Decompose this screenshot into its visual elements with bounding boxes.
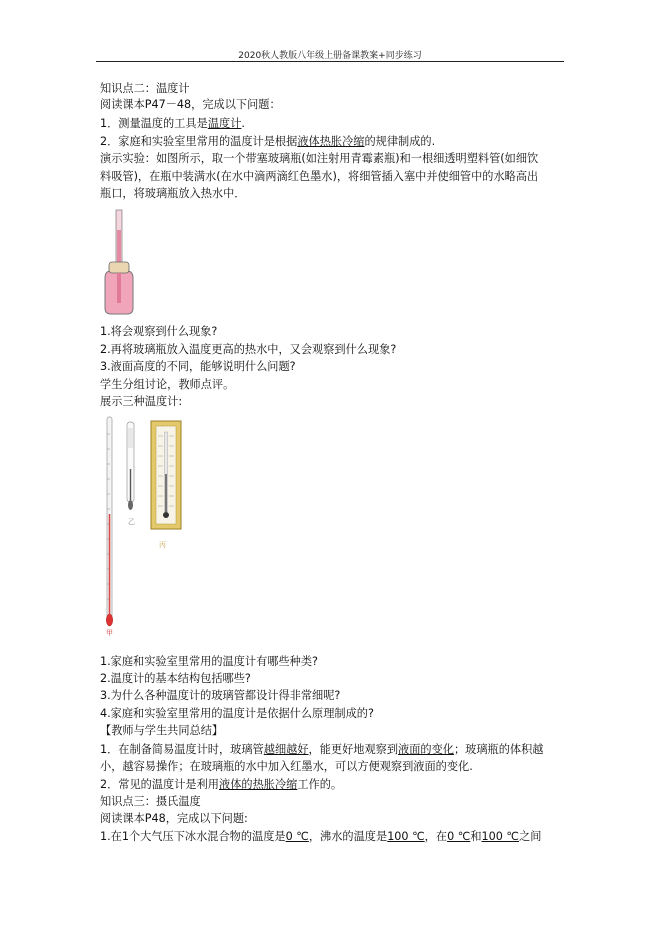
clinical-thermometer [127,422,134,510]
label-c: 丙 [159,541,166,549]
summary-1: 1．在制备简易温度计时，玻璃管越细越好，能更好地观察到液面的变化；玻璃瓶的体积越 [100,743,544,756]
demo-line-1: 演示实验：如图所示，取一个带塞玻璃瓶(如注射用青霉素瓶)和一根细透明塑料管(如细饮 [100,152,539,165]
section3-title: 知识点三：摄氏温度 [100,795,201,808]
wall-thermometer [151,421,181,529]
answer-1: 温度计 [207,117,242,130]
observation-1: 1.将会观察到什么现象? [100,325,218,338]
section2-title: 知识点二：温度计 [100,82,190,95]
summary-1-cont: 小，越容易操作；在玻璃瓶的水中加入红墨水，可以方便观察到液面的变化. [100,760,473,773]
page-header: 2020秋人教版八年级上册备课教案+同步练习 [238,51,422,61]
question-1: 1．测量温度的工具是温度计. [100,117,245,130]
question-principle: 4.家庭和实验室里常用的温度计是依据什么原理制成的? [100,707,374,720]
header-divider [96,61,564,62]
demo-line-3: 瓶口，将玻璃瓶放入热水中． [100,187,246,200]
summary-title: 【教师与学生共同总结】 [100,724,224,737]
summary-2: 2．常见的温度计是利用液体的热胀冷缩工作的。 [100,778,343,791]
lab-thermometer [106,417,112,626]
section2-read: 阅读课本P47－48，完成以下问题： [100,98,281,111]
section3-question-1: 1.在1个大气压下冰水混合物的温度是0 ℃，沸水的温度是100 ℃，在0 ℃和100 ℃之间 [100,830,542,843]
three-thermometers-figure [96,414,191,644]
question-thin-tube: 3.为什么各种温度计的玻璃管都设计得非常细呢? [100,689,341,702]
discussion-note: 学生分组讨论，教师点评。 [100,378,235,391]
show-thermometers: 展示三种温度计: [100,395,183,408]
answer-2: 液体热胀冷缩 [297,135,365,148]
demo-line-2: 料吸管)，在瓶中装满水(在水中滴两滴红色墨水)，将细管插入塞中并使细管中的水略高出 [100,170,539,183]
question-types: 1.家庭和实验室里常用的温度计有哪些种类? [100,655,318,668]
bottle-experiment-figure [100,208,136,318]
section3-read: 阅读课本P48，完成以下问题: [100,812,248,825]
question-2: 2．家庭和实验室里常用的温度计是根据液体热胀冷缩的规律制成的. [100,135,436,148]
question-structure: 2.温度计的基本结构包括哪些? [100,672,251,685]
observation-2: 2.再将玻璃瓶放入温度更高的热水中，又会观察到什么现象? [100,343,397,356]
label-a: 甲 [106,629,113,637]
label-b: 乙 [128,518,135,526]
observation-3: 3.液面高度的不同，能够说明什么问题? [100,360,296,373]
